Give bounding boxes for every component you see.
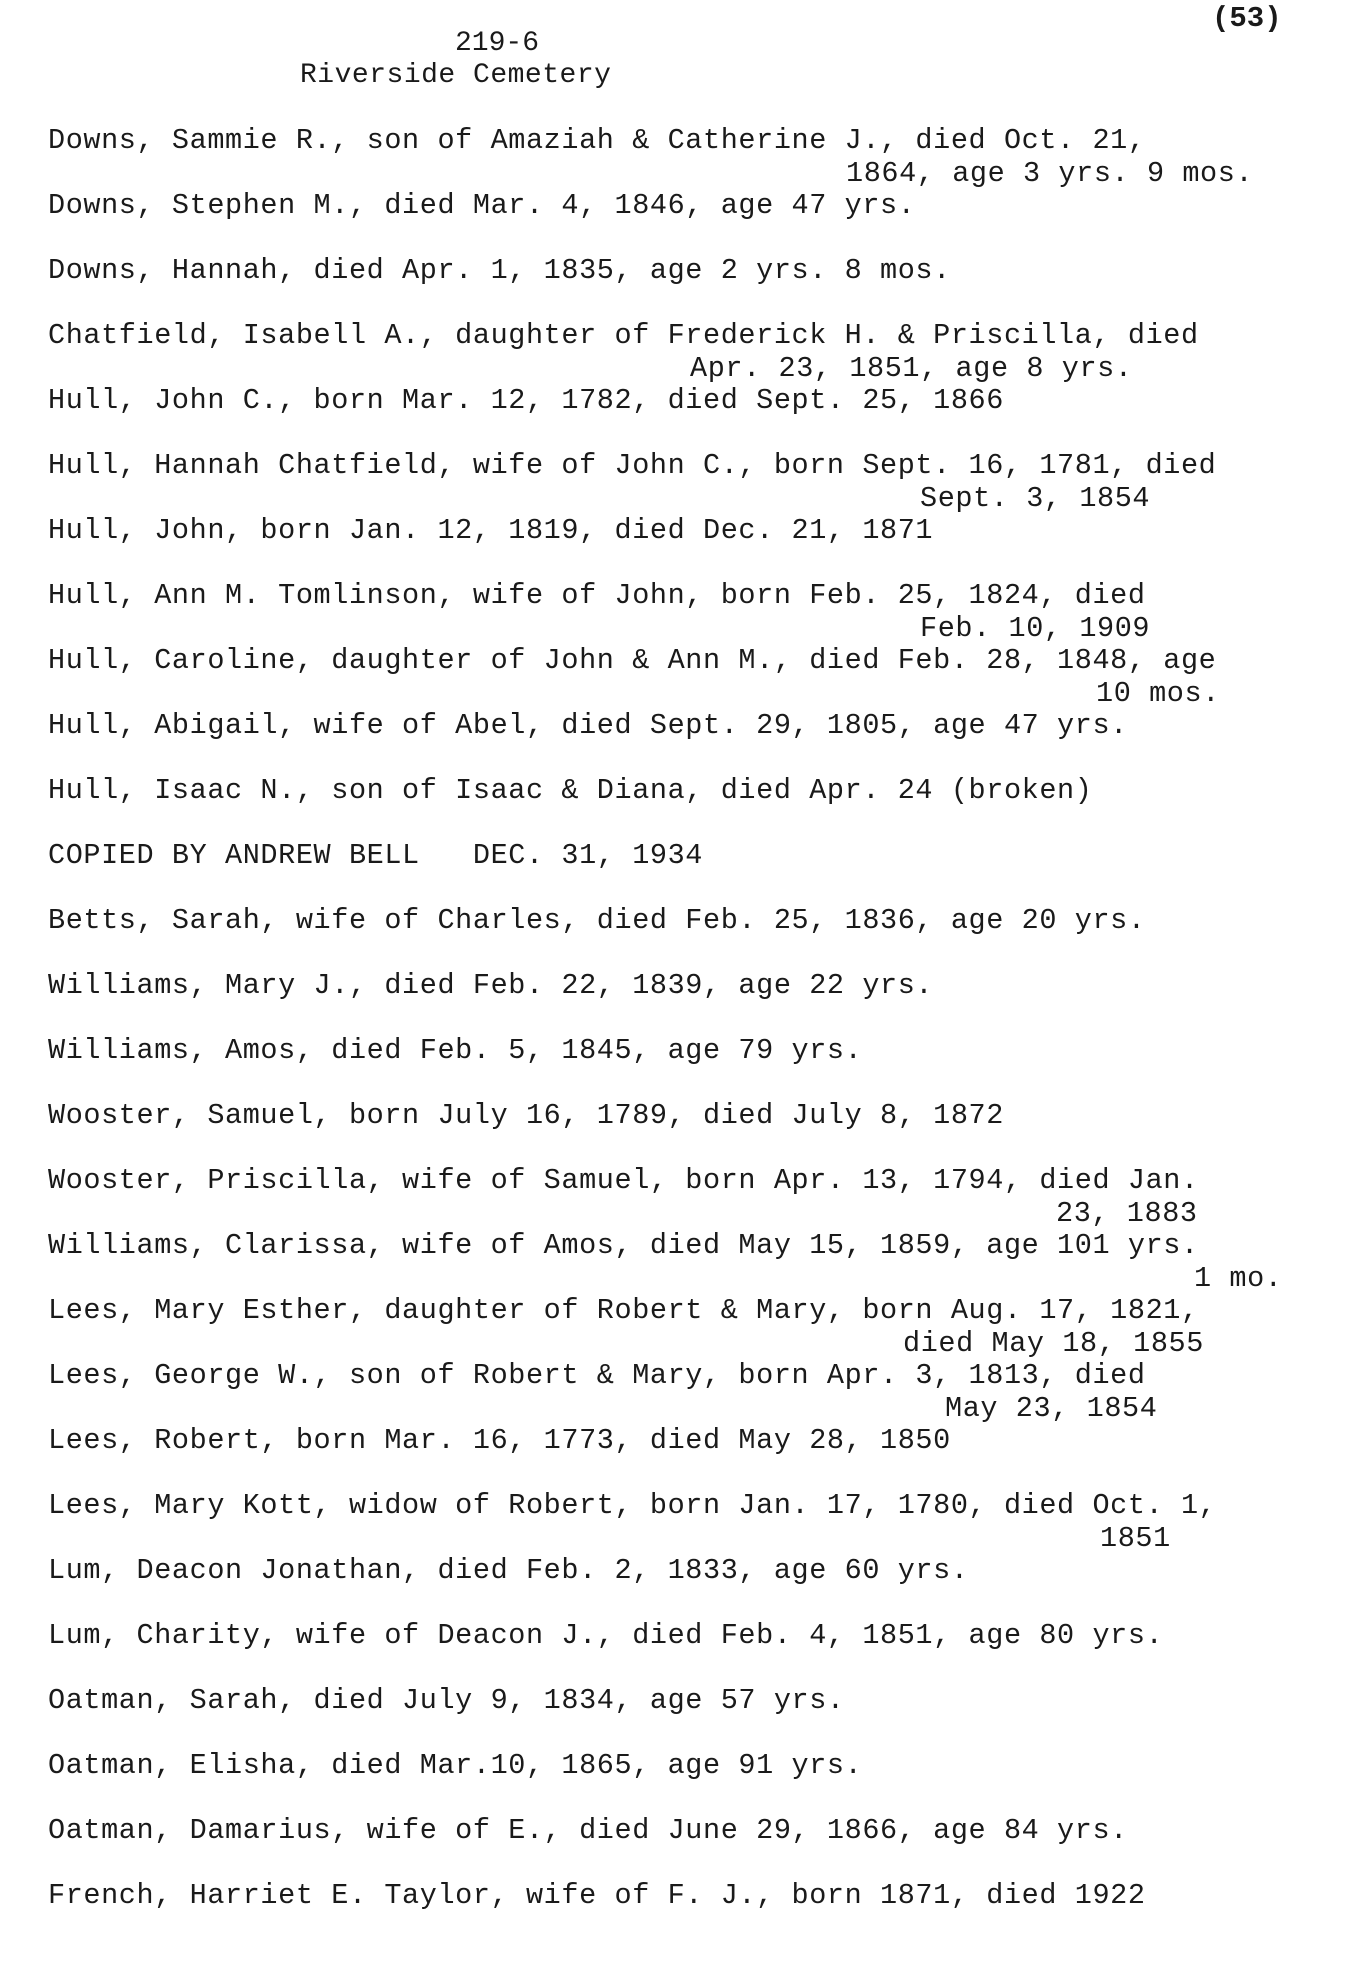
entry-line: Lees, Robert, born Mar. 16, 1773, died May 28, 1850 <box>48 1424 951 1457</box>
page-number: (53) <box>1212 2 1282 35</box>
entry-continuation: May 23, 1854 <box>945 1392 1158 1425</box>
copied-by-note: COPIED BY ANDREW BELL DEC. 31, 1934 <box>48 839 704 872</box>
entry-continuation: Feb. 10, 1909 <box>920 612 1151 645</box>
entry-continuation: 1 mo. <box>1194 1262 1283 1295</box>
entry-line: Hull, Abigail, wife of Abel, died Sept. 29, 1805, age 47 yrs. <box>48 709 1128 742</box>
entry-line: Hull, Isaac N., son of Isaac & Diana, died Apr. 24 (broken) <box>48 774 1093 807</box>
entry-line: Hull, John, born Jan. 12, 1819, died Dec. 21, 1871 <box>48 514 934 547</box>
entry-line: Wooster, Samuel, born July 16, 1789, died July 8, 1872 <box>48 1099 1004 1132</box>
entry-line: Lum, Charity, wife of Deacon J., died Feb. 4, 1851, age 80 yrs. <box>48 1619 1164 1652</box>
entry-line: Williams, Mary J., died Feb. 22, 1839, age 22 yrs. <box>48 969 934 1002</box>
entry-line: French, Harriet E. Taylor, wife of F. J., born 1871, died 1922 <box>48 1879 1146 1912</box>
entry-line: Hull, John C., born Mar. 12, 1782, died Sept. 25, 1866 <box>48 384 1004 417</box>
entry-line: Lum, Deacon Jonathan, died Feb. 2, 1833, age 60 yrs. <box>48 1554 969 1587</box>
entry-line: Wooster, Priscilla, wife of Samuel, born Apr. 13, 1794, died Jan. <box>48 1164 1199 1197</box>
entry-continuation: 23, 1883 <box>1056 1197 1198 1230</box>
entry-line: Oatman, Sarah, died July 9, 1834, age 57 yrs. <box>48 1684 845 1717</box>
entry-line: Downs, Sammie R., son of Amaziah & Catherine J., died Oct. 21, <box>48 124 1146 157</box>
entry-line: Downs, Hannah, died Apr. 1, 1835, age 2 yrs. 8 mos. <box>48 254 951 287</box>
entry-continuation: Sept. 3, 1854 <box>920 482 1151 515</box>
entry-line: Oatman, Damarius, wife of E., died June 29, 1866, age 84 yrs. <box>48 1814 1128 1847</box>
entry-line: Hull, Hannah Chatfield, wife of John C., born Sept. 16, 1781, died <box>48 449 1217 482</box>
entry-line: Williams, Amos, died Feb. 5, 1845, age 79 yrs. <box>48 1034 863 1067</box>
entry-continuation: died May 18, 1855 <box>903 1327 1204 1360</box>
record-code: 219-6 <box>455 28 540 59</box>
entry-line: Chatfield, Isabell A., daughter of Frederick H. & Priscilla, died <box>48 319 1199 352</box>
entry-line: Oatman, Elisha, died Mar.10, 1865, age 91 yrs. <box>48 1749 863 1782</box>
entry-continuation: 1864, age 3 yrs. 9 mos. <box>846 157 1254 190</box>
entry-line: Downs, Stephen M., died Mar. 4, 1846, age 47 yrs. <box>48 189 916 222</box>
entry-line: Hull, Ann M. Tomlinson, wife of John, born Feb. 25, 1824, died <box>48 579 1146 612</box>
entry-continuation: 10 mos. <box>1096 677 1220 710</box>
entry-line: Betts, Sarah, wife of Charles, died Feb. 25, 1836, age 20 yrs. <box>48 904 1146 937</box>
entry-line: Williams, Clarissa, wife of Amos, died May 15, 1859, age 101 yrs. <box>48 1229 1199 1262</box>
entry-line: Hull, Caroline, daughter of John & Ann M., died Feb. 28, 1848, age <box>48 644 1217 677</box>
entry-continuation: 1851 <box>1100 1522 1171 1555</box>
entry-line: Lees, George W., son of Robert & Mary, born Apr. 3, 1813, died <box>48 1359 1146 1392</box>
cemetery-title: Riverside Cemetery <box>300 60 612 91</box>
entry-line: Lees, Mary Esther, daughter of Robert & Mary, born Aug. 17, 1821, <box>48 1294 1199 1327</box>
entry-line: Lees, Mary Kott, widow of Robert, born Jan. 17, 1780, died Oct. 1, <box>48 1489 1217 1522</box>
entry-continuation: Apr. 23, 1851, age 8 yrs. <box>690 352 1133 385</box>
